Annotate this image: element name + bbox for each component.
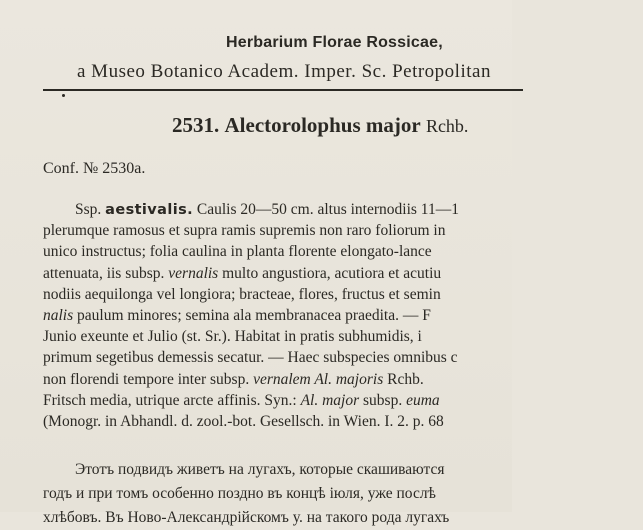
description-text: multo angustiora, acutiora et acutiu	[222, 264, 442, 282]
russian-line: годъ и при томъ особенно поздно въ концѣ іюля, уже послѣ	[43, 485, 436, 502]
description-text: subsp.	[363, 391, 403, 409]
description-line	[43, 390, 643, 411]
russian-note	[43, 458, 643, 530]
description-line	[43, 369, 643, 390]
italic-taxon: vernalem Al. majoris	[253, 370, 384, 388]
description-line	[43, 263, 643, 284]
species-number: 2531.	[172, 113, 220, 137]
header-rule	[43, 89, 523, 91]
italic-taxon: euma	[406, 391, 440, 409]
latin-description	[43, 199, 643, 432]
description-line: plerumque ramosus et supra ramis supremis non raro foliorum in	[43, 222, 446, 240]
ssp-abbrev: Ssp.	[75, 201, 102, 218]
description-text: Fritsch media, utrique arcte affinis. Syn.:	[43, 391, 297, 409]
description-line: primum segetibus demessis secatur. — Haec subspecies omnibus c	[43, 349, 458, 367]
description-line	[43, 305, 643, 326]
header-line-1: Herbarium Florae Rossicae,	[226, 34, 443, 51]
description-text: paulum minores; semina ala membranacea praedita. — F	[77, 306, 431, 324]
russian-line: Этотъ подвидъ живетъ на лугахъ, которые скашиваются	[75, 461, 445, 478]
species-title	[172, 113, 468, 138]
description-text: Rchb.	[387, 370, 424, 388]
species-author: Rchb.	[425, 116, 469, 136]
italic-taxon: nalis	[43, 306, 74, 324]
description-text: attenuata, iis subsp.	[43, 264, 165, 282]
header-line-2: a Museo Botanico Academ. Imper. Sc. Petropolitan	[77, 61, 491, 82]
italic-taxon: Al. major	[300, 391, 360, 409]
italic-taxon: vernalis	[168, 264, 219, 282]
conf-reference: Conf. № 2530a.	[43, 160, 146, 177]
species-name: Alectorolophus major	[224, 113, 421, 137]
description-text: non florendi tempore inter subsp.	[43, 370, 250, 388]
description-line: nodiis aequilonga vel longiora; bracteae, flores, fructus et semin	[43, 285, 441, 303]
russian-line: хлѣбовъ. Въ Ново-Александрійскомъ у. на такого рода лугахъ	[43, 509, 450, 526]
description-line: Junio exeunte et Julio (st. Sr.). Habitat in pratis subhumidis, i	[43, 328, 422, 346]
subspecies-name: aestivalis.	[105, 202, 194, 218]
description-line: unico instructus; folia caulina in planta florente elongato-lance	[43, 243, 432, 261]
ink-dot	[62, 94, 65, 97]
description-line	[43, 199, 643, 220]
description-text: Caulis 20—50 cm. altus internodiis 11—1	[196, 201, 459, 218]
description-line: (Monogr. in Abhandl. d. zool.-bot. Gesellsch. in Wien. I. 2. p. 68	[43, 412, 444, 430]
